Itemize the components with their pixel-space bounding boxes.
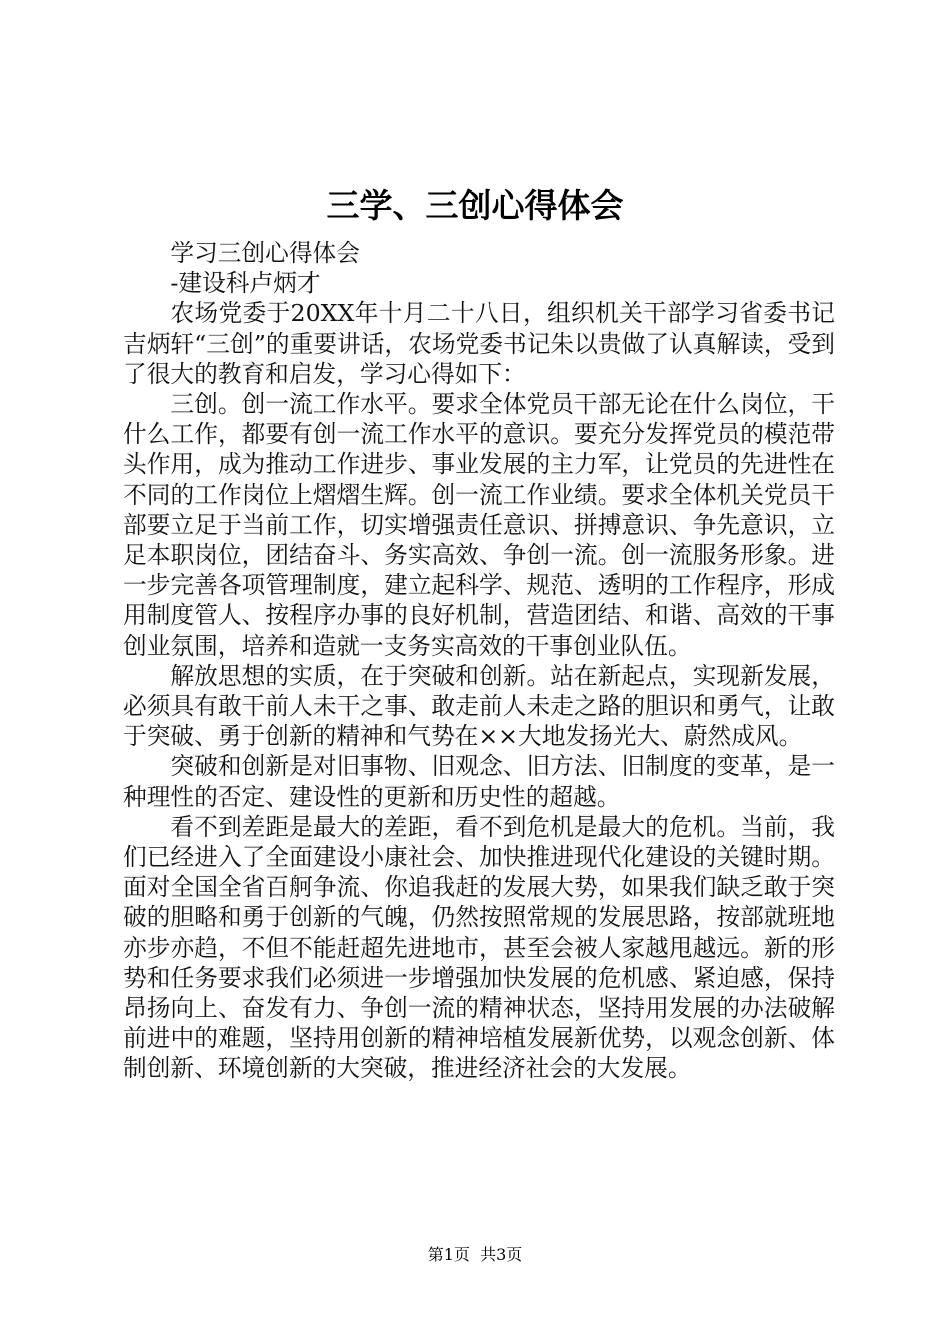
author-line: -建设科卢炳才 xyxy=(170,269,321,298)
page-total: 共3页 xyxy=(480,1245,523,1264)
body-paragraph: 突破和创新是对旧事物、旧观念、旧方法、旧制度的变革，是一种理性的否定、建设性的更新和历史性的超越。 xyxy=(123,752,835,811)
body-paragraph: 农场党委于20XX年十月二十八日，组织机关干部学习省委书记吉炳轩“三创”的重要讲话，农场党委书记朱以贵做了认真解读，受到了很大的教育和启发，学习心得如下： xyxy=(123,299,835,388)
subtitle-line: 学习三创心得体会 xyxy=(170,239,360,267)
body-paragraph: 三创。创一流工作水平。要求全体党员干部无论在什么岗位，干什么工作，都要有创一流工作水平的意识。要充分发挥党员的模范带头作用，成为推动工作进步、事业发展的主力军，让党员的先进性在不同的工作岗位上熠熠生辉。创一流工作业绩。要求全体机关党员干部要立足于当前工作，切实增强责任意识、拼搏意识、争先意识，立足本职岗位，团结奋斗、务实高效、争创一流。创一流服务形象。进一步完善各项管理制度，建立起科学、规范、透明的工作程序，形成用制度管人、按程序办事的良好机制，营造团结、和谐、高效的干事创业氛围，培养和造就一支务实高效的干事创业队伍。 xyxy=(123,390,835,660)
document-body xyxy=(123,238,835,1084)
page-number: 第1页 xyxy=(427,1245,470,1264)
document-title: 三学、三创心得体会 xyxy=(326,186,624,225)
body-paragraph: 解放思想的实质，在于突破和创新。站在新起点，实现新发展，必须具有敢干前人未干之事、敢走前人未走之路的胆识和勇气，让敢于突破、勇于创新的精神和气势在××大地发扬光大、蔚然成风。 xyxy=(123,661,835,751)
page-footer xyxy=(0,1244,950,1266)
body-paragraph: 看不到差距是最大的差距，看不到危机是最大的危机。当前，我们已经进入了全面建设小康社会、加快推进现代化建设的关键时期。面对全国全省百舸争流、你追我赶的发展大势，如果我们缺乏敢于突破的胆略和勇于创新的气魄，仍然按照常规的发展思路，按部就班地亦步亦趋，不但不能赶超先进地市，甚至会被人家越甩越远。新的形势和任务要求我们必须进一步增强加快发展的危机感、紧迫感，保持昂扬向上、奋发有力、争创一流的精神状态，坚持用发展的办法破解前进中的难题，坚持用创新的精神培植发展新优势，以观念创新、体制创新、环境创新的大突破，推进经济社会的大发展。 xyxy=(123,812,835,1083)
